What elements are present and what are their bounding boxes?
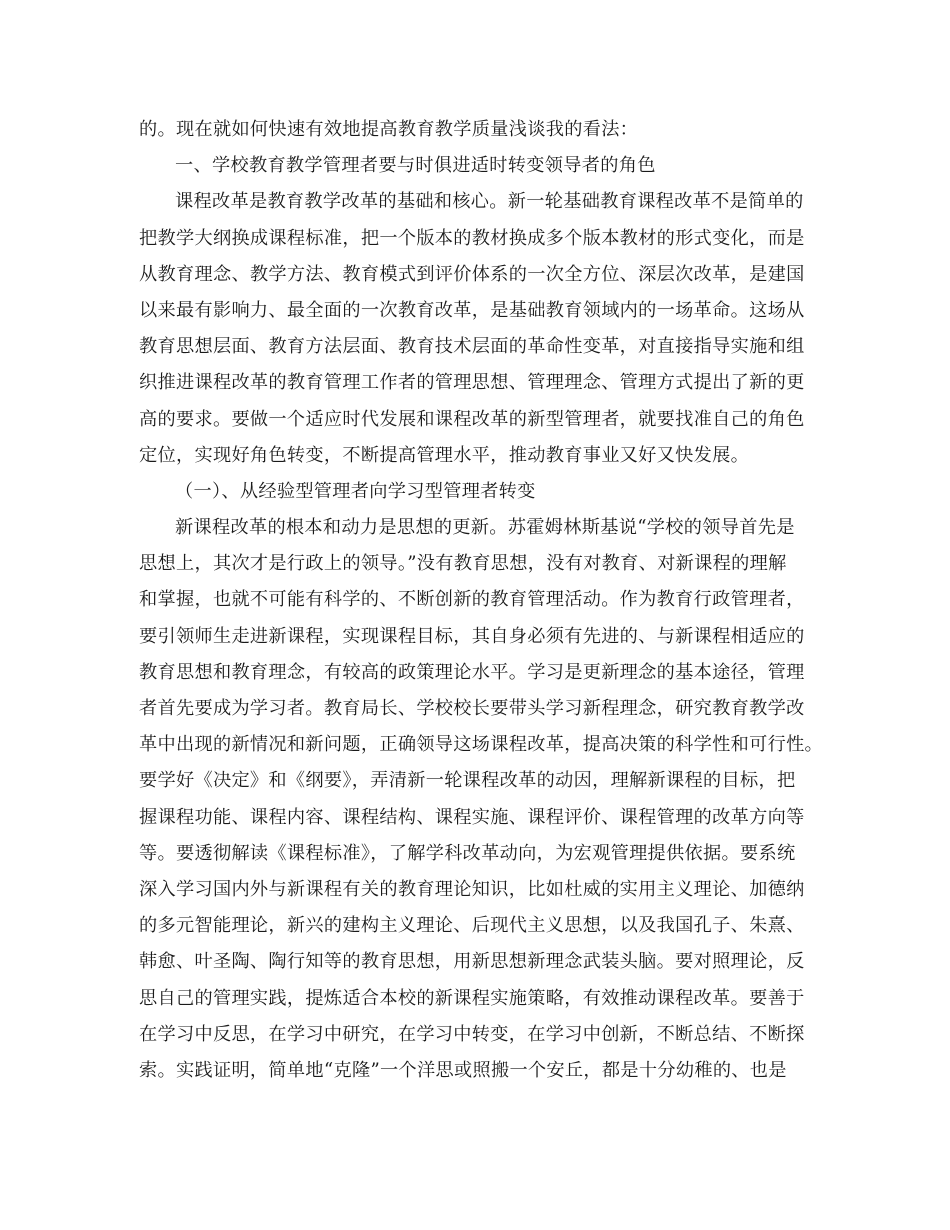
- text-line: 者首先要成为学习者。教育局长、学校校长要带头学习新程理念，研究教育教学改: [139, 698, 805, 719]
- text-line: 和掌握，也就不可能有科学的、不断创新的教育管理活动。作为教育行政管理者，: [139, 589, 805, 611]
- text-line: 教育思想和教育理念，有较高的政策理论水平。学习是更新理念的基本途径，管理: [139, 661, 805, 683]
- text-line: 在学习中反思，在学习中研究，在学习中转变，在学习中创新，不断总结、不断探: [139, 1023, 805, 1045]
- text-line: 韩愈、叶圣陶、陶行知等的教育思想，用新思想新理念武装头脑。要对照理论，反: [139, 951, 805, 973]
- text-line: 教育思想层面、教育方法层面、教育技术层面的革命性变革，对直接指导实施和组: [139, 336, 805, 358]
- text-line: 课程改革是教育教学改革的基础和核心。新一轮基础教育课程改革不是简单的: [175, 191, 804, 213]
- text-line: 织推进课程改革的教育管理工作者的管理思想、管理理念、管理方式提出了新的更: [139, 372, 805, 394]
- text-line: 的。现在就如何快速有效地提高教育教学质量浅谈我的看法：: [139, 119, 639, 140]
- text-line: 的多元智能理论，新兴的建构主义理论、后现代主义思想，以及我国孔子、朱熹、: [139, 915, 805, 937]
- text-line: 索。实践证明，简单地“克隆”一个洋思或照搬一个安丘，都是十分幼稚的、也是: [139, 1059, 787, 1081]
- text-line: 要学好《决定》和《纲要》，弄清新一轮课程改革的动因，理解新课程的目标，把: [139, 770, 796, 792]
- text-line: 深入学习国内外与新课程有关的教育理论知识，比如杜威的实用主义理论、加德纳: [139, 878, 805, 900]
- text-line: 握课程功能、课程内容、课程结构、课程实施、课程评价、课程管理的改革方向等: [139, 806, 805, 828]
- text-line: （一）、从经验型管理者向学习型管理者转变: [175, 480, 536, 502]
- text-line: 定位，实现好角色转变，不断提高管理水平，推动教育事业又好又快发展。: [139, 444, 750, 466]
- text-line: 思自己的管理实践，提炼适合本校的新课程实施策略，有效推动课程改革。要善于: [139, 987, 805, 1009]
- text-line: 以来最有影响力、最全面的一次教育改革，是基础教育领域内的一场革命。这场从: [139, 299, 805, 321]
- text-line: 等。要透彻解读《课程标准》，了解学科改革动向，为宏观管理提供依据。要系统: [139, 842, 796, 864]
- text-line: 从教育理念、教学方法、教育模式到评价体系的一次全方位、深层次改革，是建国: [139, 263, 805, 285]
- text-line: 思想上，其次才是行政上的领导。”没有教育思想，没有对教育、对新课程的理解: [139, 553, 787, 575]
- text-line: 新课程改革的根本和动力是思想的更新。苏霍姆林斯基说“学校的领导首先是: [175, 517, 795, 539]
- text-line: 革中出现的新情况和新问题，正确领导这场课程改革，提高决策的科学性和可行性。: [139, 734, 824, 756]
- text-line: 高的要求。要做一个适应时代发展和课程改革的新型管理者，就要找准自己的角色: [139, 408, 805, 430]
- text-line: 把教学大纲换成课程标准，把一个版本的教材换成多个版本教材的形式变化，而是: [139, 227, 805, 249]
- document-body: [139, 112, 824, 1089]
- text-line: 一、学校教育教学管理者要与时俱进适时转变领导者的角色: [175, 155, 656, 177]
- text-line: 要引领师生走进新课程，实现课程目标，其自身必须有先进的、与新课程相适应的: [139, 625, 805, 647]
